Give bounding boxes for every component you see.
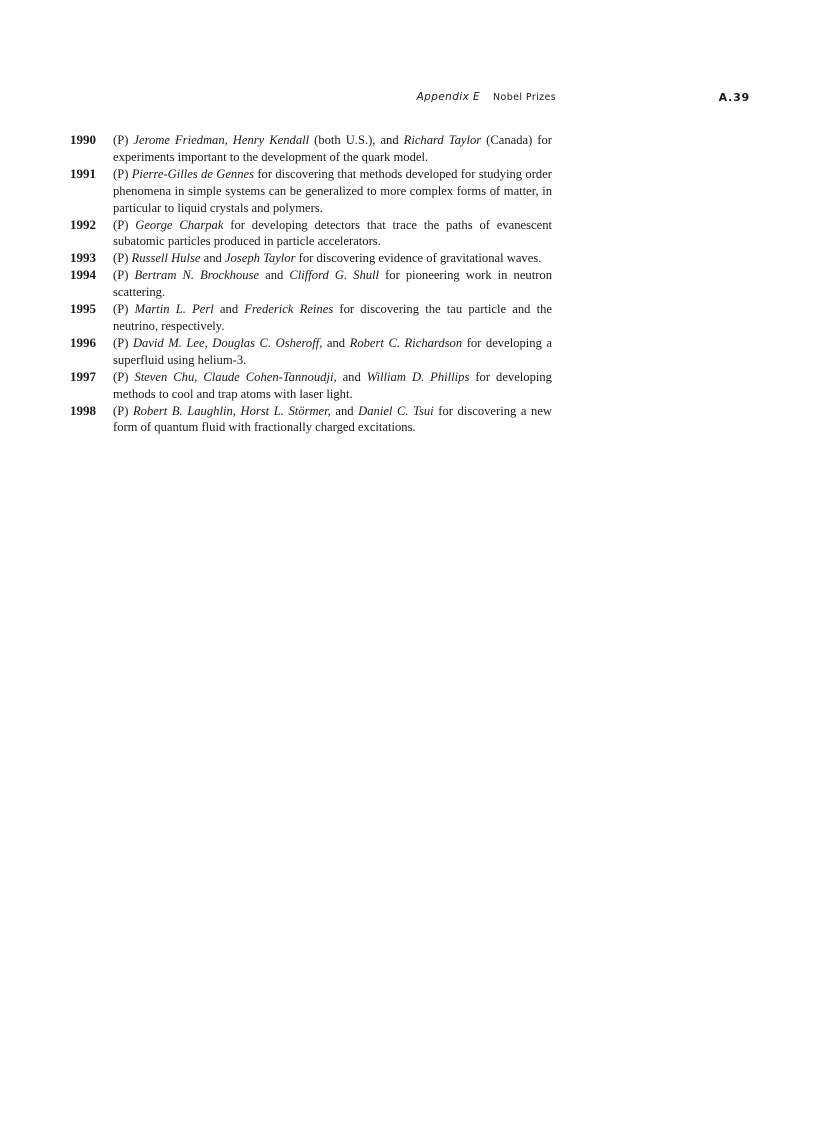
citation-text: for discovering evidence of gravitational waves.: [295, 251, 542, 266]
prize-year: 1994: [70, 267, 96, 283]
citation-text: for discovering that methods developed for studying order phenomena in simple systems can be generalized to more complex forms of matter, in particular to liquid crystals and polymers.: [113, 166, 552, 215]
page-number: A.39: [718, 91, 750, 104]
prize-year: 1995: [70, 301, 96, 317]
citation-text: and: [259, 268, 290, 283]
citation-text: (P): [113, 251, 132, 266]
laureate-names: Steven Chu, Claude Cohen-Tannoudji,: [134, 369, 337, 384]
laureate-names: Pierre-Gilles de Gennes: [131, 166, 255, 181]
prize-citation: [113, 132, 552, 166]
laureate-names: Joseph Taylor: [224, 251, 296, 266]
laureate-names: William D. Phillips: [366, 369, 470, 384]
prize-citation: [113, 301, 552, 335]
citation-text: (P): [113, 166, 132, 181]
citation-text: (both U.S.), and: [309, 133, 404, 147]
prize-entry: [70, 217, 552, 251]
prize-citation: [113, 403, 552, 437]
citation-text: and: [330, 403, 359, 418]
running-head-appendix: Appendix E: [416, 91, 480, 103]
citation-text: (P): [113, 302, 135, 317]
citation-text: and: [200, 251, 225, 266]
prize-entry: [70, 132, 552, 166]
laureate-names: Richard Taylor: [403, 133, 482, 147]
citation-text: (P): [113, 217, 136, 232]
citation-text: and: [213, 302, 245, 317]
prize-citation: [113, 250, 552, 267]
citation-text: and: [322, 335, 350, 350]
prize-year: 1991: [70, 165, 96, 181]
laureate-names: Frederick Reines: [244, 302, 334, 317]
laureate-names: Russell Hulse: [131, 251, 201, 266]
prize-year: 1998: [70, 402, 96, 418]
citation-text: (P): [113, 133, 134, 147]
laureate-names: Bertram N. Brockhouse: [134, 268, 260, 283]
prize-year: 1997: [70, 368, 96, 384]
citation-text: (P): [113, 369, 135, 384]
prize-citation: [113, 166, 552, 217]
prize-entry: [70, 369, 552, 403]
prize-year: 1990: [70, 132, 96, 147]
citation-text: for pioneering work in neutron scattering.: [113, 268, 553, 300]
laureate-names: George Charpak: [135, 217, 224, 232]
prize-citation: [113, 369, 552, 403]
prize-entry: [70, 267, 552, 301]
prize-entry: [70, 166, 552, 217]
running-head: [0, 91, 816, 107]
citation-text: for developing a superfluid using helium-3.: [113, 335, 553, 367]
citation-text: and: [336, 369, 367, 384]
citation-text: for developing detectors that trace the paths of evanescent subatomic particles produced in particle accelerators.: [113, 217, 553, 249]
citation-text: for developing methods to cool and trap atoms with laser light.: [113, 369, 552, 401]
prize-year: 1996: [70, 334, 96, 350]
nobel-prize-list: [70, 132, 552, 436]
citation-text: for discovering a new form of quantum fluid with fractionally charged excitations.: [113, 403, 553, 435]
laureate-names: David M. Lee, Douglas C. Osheroff,: [132, 335, 323, 350]
prize-entry: [70, 250, 552, 267]
laureate-names: Martin L. Perl: [134, 302, 214, 317]
prize-citation: [113, 267, 552, 301]
laureate-names: Robert B. Laughlin, Horst L. Störmer,: [132, 403, 331, 418]
prize-year: 1992: [70, 216, 96, 232]
laureate-names: Clifford G. Shull: [289, 268, 380, 283]
prize-entry: [70, 301, 552, 335]
prize-citation: [113, 335, 552, 369]
citation-text: for discovering the tau particle and the neutrino, respectively.: [113, 302, 553, 333]
laureate-names: Jerome Friedman, Henry Kendall: [133, 133, 310, 147]
prize-year: 1993: [70, 250, 96, 266]
citation-text: (P): [113, 268, 135, 283]
running-head-title: Nobel Prizes: [493, 92, 557, 103]
citation-text: (P): [113, 403, 133, 418]
laureate-names: Robert C. Richardson: [349, 335, 463, 350]
citation-text: (Canada) for experiments important to the development of the quark model.: [113, 133, 552, 164]
prize-entry: [70, 403, 552, 437]
prize-entry: [70, 335, 552, 369]
citation-text: (P): [113, 335, 133, 350]
laureate-names: Daniel C. Tsui: [358, 403, 434, 418]
prize-citation: [113, 217, 552, 251]
